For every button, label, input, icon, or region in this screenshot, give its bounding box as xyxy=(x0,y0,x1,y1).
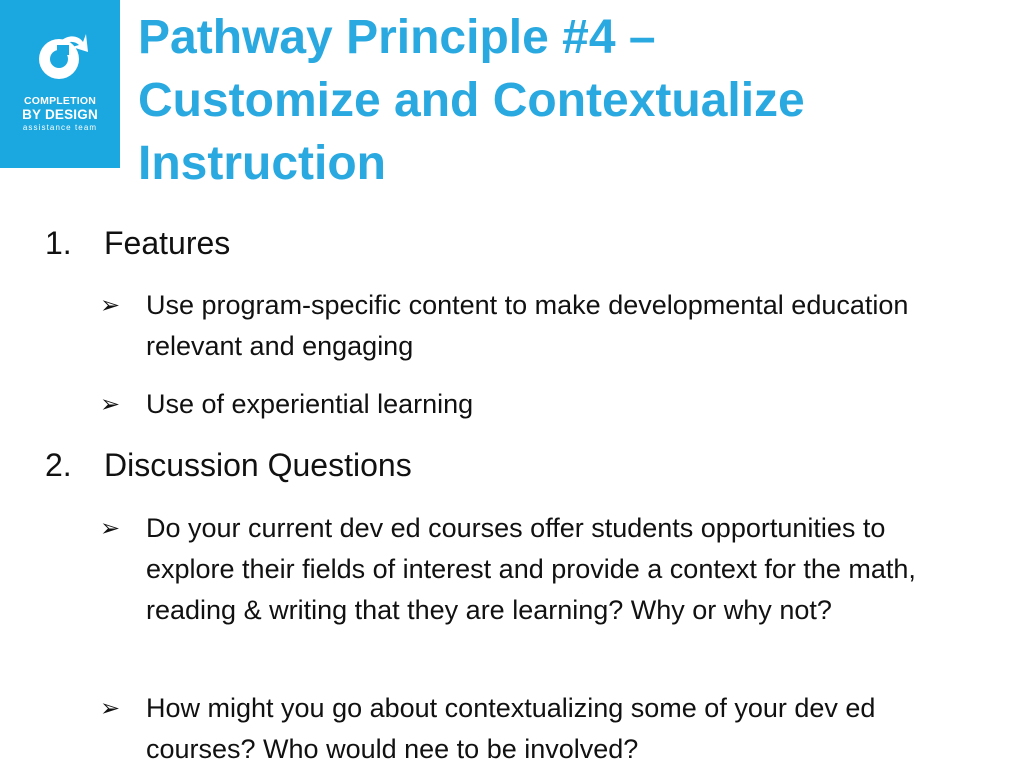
logo-text-line-2: BY DESIGN xyxy=(22,107,98,122)
bullet-text: How might you go about contextualizing some of your dev ed courses? Who would nee to be involved? xyxy=(146,693,876,764)
slide-title xyxy=(138,6,998,195)
arrow-bullet-icon: ➢ xyxy=(100,291,121,319)
logo-text-line-3: assistance team xyxy=(22,123,98,132)
title-line-2: Customize and Contextualize xyxy=(138,74,805,127)
title-line-3: Instruction xyxy=(138,137,386,190)
arrow-bullet-icon: ➢ xyxy=(100,514,121,542)
features-bullet-1 xyxy=(100,285,1000,367)
features-bullet-2 xyxy=(100,384,1000,425)
bullet-text: Use program-specific content to make developmental education relevant and engaging xyxy=(146,290,909,361)
logo-text-line-1: COMPLETION xyxy=(24,95,96,107)
section-heading-text: Discussion Questions xyxy=(104,447,412,483)
section-number: 1. xyxy=(45,225,72,261)
arrow-bullet-icon: ➢ xyxy=(100,390,121,418)
cbd-circular-arrow-icon xyxy=(32,28,88,84)
bullet-text: Use of experiential learning xyxy=(146,389,474,419)
discussion-bullet-2 xyxy=(100,688,1000,768)
bullet-text: Do your current dev ed courses offer students opportunities to explore their fields of interest and provide a context for the math, reading & writing that they are learning? Why or why not? xyxy=(146,513,916,625)
title-line-1: Pathway Principle #4 – xyxy=(138,11,656,64)
section-heading-text: Features xyxy=(104,225,231,261)
completion-by-design-logo xyxy=(0,0,120,168)
section-number: 2. xyxy=(45,447,72,483)
discussion-bullet-1 xyxy=(100,508,1000,672)
arrow-bullet-icon: ➢ xyxy=(100,694,121,722)
